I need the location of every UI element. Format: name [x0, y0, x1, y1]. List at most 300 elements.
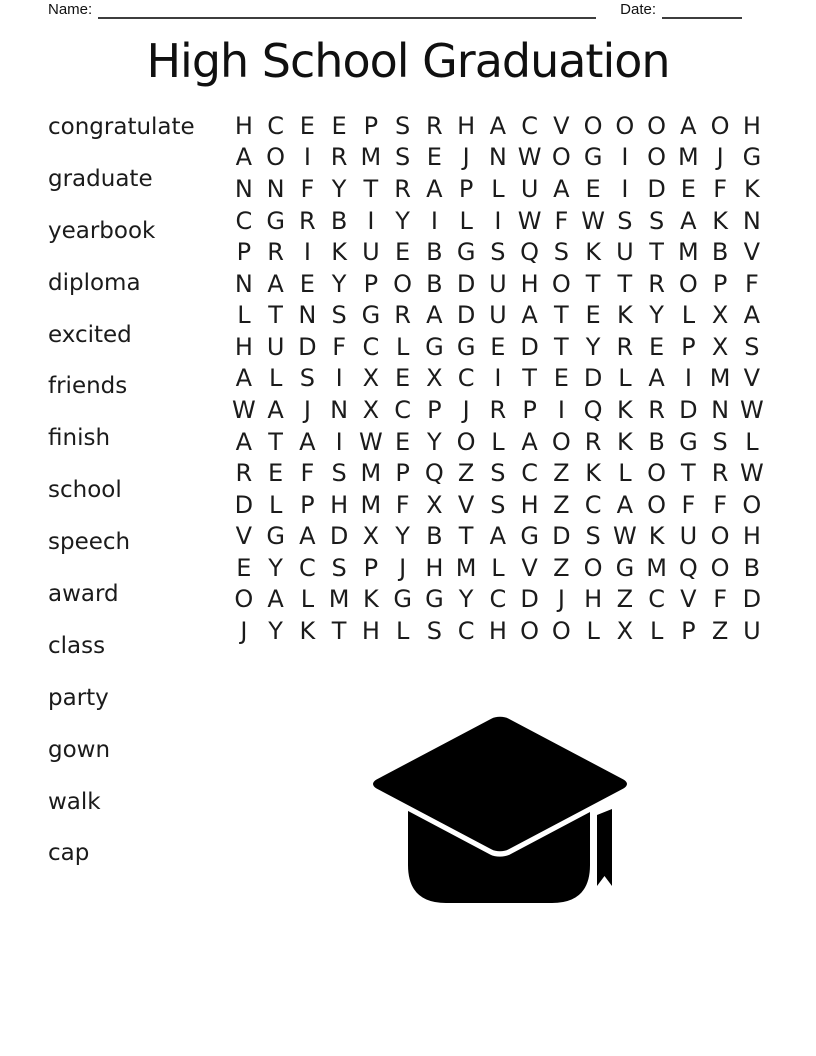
- grid-letter: L: [459, 206, 473, 235]
- grid-letter: A: [426, 301, 443, 330]
- grid-letter: Y: [331, 269, 347, 298]
- grid-letter: A: [680, 111, 697, 140]
- word-list-item: friends: [48, 373, 128, 400]
- grid-letter: S: [490, 490, 506, 519]
- grid-letter: E: [395, 427, 411, 456]
- grid-letter: H: [584, 585, 603, 614]
- grid-letter: I: [621, 143, 629, 172]
- grid-letter: T: [268, 427, 283, 456]
- name-label: Name:: [48, 1, 93, 18]
- grid-letter: X: [711, 301, 729, 330]
- grid-letter: H: [520, 490, 539, 519]
- name-date-bar: [48, 1, 742, 19]
- grid-letter: Y: [458, 585, 474, 614]
- grid-letter: L: [395, 617, 410, 646]
- grid-letter: L: [618, 364, 632, 393]
- grid-letter: C: [394, 395, 411, 424]
- word-list-item: award: [48, 580, 119, 607]
- grid-letter: A: [299, 427, 316, 456]
- grid-letter: E: [268, 459, 284, 488]
- grid-letter: G: [266, 522, 285, 551]
- grid-letter: W: [517, 206, 542, 235]
- grid-letter: Z: [553, 459, 570, 488]
- grid-letter: L: [268, 364, 283, 393]
- grid-letter: M: [360, 143, 382, 172]
- word-list-item: excited: [48, 321, 132, 348]
- grid-letter: P: [681, 617, 696, 646]
- grid-letter: K: [363, 585, 379, 614]
- grid-letter: A: [235, 427, 253, 456]
- grid-letter: L: [491, 553, 505, 582]
- grid-letter: O: [647, 459, 667, 488]
- grid-letter: M: [678, 143, 699, 172]
- grid-letter: P: [522, 395, 537, 424]
- grid-letter: Y: [268, 553, 283, 582]
- word-list-item: gown: [48, 736, 111, 763]
- grid-letter: T: [331, 617, 347, 646]
- grid-letter: O: [551, 269, 571, 298]
- grid-letter: J: [240, 617, 248, 646]
- grid-letter: E: [585, 174, 601, 203]
- grid-letter: I: [494, 364, 502, 393]
- grid-letter: V: [235, 522, 253, 551]
- grid-letter: G: [456, 238, 476, 267]
- grid-letter: J: [462, 395, 470, 424]
- grid-letter: E: [299, 269, 315, 298]
- grid-letter: P: [681, 332, 696, 361]
- grid-letter: G: [361, 301, 381, 330]
- grid-letter: M: [678, 238, 699, 267]
- grid-letter: U: [616, 238, 634, 267]
- grid-letter: P: [236, 238, 252, 267]
- grid-letter: Y: [331, 174, 347, 203]
- grid-letter: G: [679, 427, 698, 456]
- grid-letter: W: [740, 459, 764, 488]
- grid-letter: X: [616, 617, 634, 646]
- grid-letter: X: [362, 364, 380, 393]
- grid-letter: T: [458, 522, 474, 551]
- grid-letter: U: [489, 301, 507, 330]
- grid-letter: L: [300, 585, 315, 614]
- grid-letter: R: [648, 269, 665, 298]
- grid-letter: K: [712, 206, 728, 235]
- grid-letter: S: [331, 459, 347, 488]
- grid-letter: Z: [711, 617, 729, 646]
- grid-letter: L: [268, 490, 283, 519]
- grid-letter: K: [617, 395, 633, 424]
- grid-letter: S: [299, 364, 315, 393]
- grid-letter: E: [395, 364, 411, 393]
- grid-letter: R: [711, 459, 729, 488]
- grid-letter: O: [551, 617, 571, 646]
- grid-letter: D: [583, 364, 603, 393]
- grid-letter: R: [394, 174, 411, 203]
- grid-letter: Y: [268, 617, 283, 646]
- grid-letter: F: [395, 490, 410, 519]
- grid-letter: L: [745, 427, 759, 456]
- grid-letter: C: [235, 206, 253, 235]
- grid-letter: G: [456, 332, 476, 361]
- grid-letter: N: [234, 174, 253, 203]
- grid-letter: F: [713, 585, 728, 614]
- grid-letter: A: [616, 490, 634, 519]
- word-list: [48, 101, 195, 879]
- grid-letter: Z: [553, 490, 570, 519]
- grid-letter: R: [394, 301, 411, 330]
- grid-letter: F: [744, 269, 759, 298]
- grid-letter: O: [551, 427, 571, 456]
- grid-letter: V: [457, 490, 475, 519]
- grid-letter: T: [617, 269, 633, 298]
- grid-letter: A: [521, 301, 538, 330]
- grid-letter: S: [649, 206, 665, 235]
- grid-letter: Z: [457, 459, 475, 488]
- grid-letter: R: [235, 459, 253, 488]
- grid-letter: D: [329, 522, 349, 551]
- grid-letter: I: [303, 143, 311, 172]
- grid-letter: B: [743, 553, 761, 582]
- grid-letter: K: [648, 522, 665, 551]
- date-label: Date:: [620, 1, 656, 18]
- grid-letter: X: [426, 490, 443, 519]
- grid-letter: L: [618, 459, 632, 488]
- grid-letter: O: [742, 490, 762, 519]
- grid-letter: O: [710, 111, 730, 140]
- grid-letter: Y: [585, 332, 601, 361]
- word-list-item: graduate: [48, 165, 153, 192]
- grid-letter: I: [335, 364, 343, 393]
- grid-letter: D: [234, 490, 254, 519]
- grid-letter: T: [554, 301, 569, 330]
- grid-letter: M: [328, 585, 350, 614]
- grid-letter: O: [266, 143, 286, 172]
- grid-letter: W: [581, 206, 605, 235]
- grid-letter: I: [494, 206, 502, 235]
- grid-letter: H: [330, 490, 349, 519]
- grid-letter: H: [488, 617, 507, 646]
- grid-letter: T: [268, 301, 283, 330]
- grid-letter: L: [237, 301, 251, 330]
- grid-letter: E: [395, 238, 411, 267]
- grid-letter: A: [553, 174, 570, 203]
- grid-letter: W: [517, 143, 542, 172]
- grid-letter: U: [679, 522, 698, 551]
- grid-letter: R: [426, 111, 443, 140]
- word-list-item: finish: [48, 425, 111, 452]
- grid-letter: A: [299, 522, 316, 551]
- grid-letter: S: [490, 238, 506, 267]
- grid-letter: H: [234, 332, 253, 361]
- grid-letter: E: [236, 553, 252, 582]
- grid-letter: V: [743, 364, 761, 393]
- grid-letter: C: [457, 617, 475, 646]
- grid-letter: C: [521, 111, 538, 140]
- grid-letter: Y: [395, 206, 410, 235]
- grid-letter: M: [360, 459, 382, 488]
- grid-letter: U: [489, 269, 507, 298]
- grid-letter: S: [585, 522, 601, 551]
- grid-letter: T: [681, 459, 696, 488]
- grid-letter: A: [235, 143, 253, 172]
- grid-letter: K: [585, 238, 601, 267]
- grid-letter: W: [359, 427, 383, 456]
- word-list-item: yearbook: [48, 217, 156, 244]
- grid-letter: O: [583, 553, 603, 582]
- grid-letter: R: [584, 427, 602, 456]
- grid-letter: R: [299, 206, 316, 235]
- grid-letter: L: [491, 427, 505, 456]
- grid-letter: H: [457, 111, 476, 140]
- grid-letter: E: [426, 143, 442, 172]
- grid-letter: B: [648, 427, 665, 456]
- grid-letter: E: [299, 111, 315, 140]
- grid-letter: X: [711, 332, 729, 361]
- grid-letter: I: [557, 395, 565, 424]
- grid-letter: N: [266, 174, 285, 203]
- grid-letter: O: [456, 427, 476, 456]
- cap-board-shape: [368, 714, 632, 854]
- grid-letter: O: [551, 143, 571, 172]
- grid-letter: J: [462, 143, 470, 172]
- grid-letter: U: [520, 174, 539, 203]
- grid-letter: O: [583, 111, 603, 140]
- grid-letter: H: [234, 111, 253, 140]
- grid-letter: G: [425, 585, 444, 614]
- word-list-item: congratulate: [48, 113, 195, 140]
- grid-letter: O: [393, 269, 413, 298]
- grid-letter: D: [298, 332, 317, 361]
- grid-letter: C: [267, 111, 284, 140]
- grid-letter: E: [553, 364, 569, 393]
- grid-letter: J: [399, 553, 407, 582]
- grid-letter: U: [266, 332, 285, 361]
- grid-letter: O: [520, 617, 540, 646]
- grid-letter: L: [649, 617, 664, 646]
- grid-letter: F: [713, 174, 728, 203]
- grid-letter: S: [617, 206, 633, 235]
- grid-letter: P: [395, 459, 410, 488]
- grid-letter: D: [520, 585, 539, 614]
- grid-letter: A: [489, 522, 507, 551]
- grid-letter: I: [684, 364, 692, 393]
- grid-letter: C: [457, 364, 475, 393]
- grid-letter: S: [712, 427, 728, 456]
- grid-letter: C: [584, 490, 602, 519]
- grid-letter: N: [298, 301, 317, 330]
- grid-letter: B: [426, 522, 443, 551]
- grid-letter: O: [615, 111, 635, 140]
- grid-letter: H: [520, 269, 539, 298]
- grid-letter: E: [680, 174, 696, 203]
- grid-letter: R: [489, 395, 507, 424]
- grid-letter: S: [744, 332, 760, 361]
- grid-letter: D: [456, 269, 476, 298]
- cap-tassel-shape: [597, 809, 612, 886]
- grid-letter: A: [521, 427, 538, 456]
- grid-letter: J: [716, 143, 724, 172]
- grid-letter: N: [711, 395, 730, 424]
- grid-letter: V: [521, 553, 538, 582]
- grid-letter: X: [362, 395, 380, 424]
- grid-letter: A: [489, 111, 507, 140]
- grid-letter: T: [363, 174, 379, 203]
- grid-letter: X: [426, 364, 443, 393]
- grid-letter: Y: [395, 522, 410, 551]
- grid-letter: S: [426, 617, 442, 646]
- word-list-item: school: [48, 477, 122, 504]
- grid-letter: W: [740, 395, 764, 424]
- grid-letter: C: [521, 459, 538, 488]
- grid-letter: A: [426, 174, 443, 203]
- grid-letter: J: [557, 585, 565, 614]
- grid-letter: B: [330, 206, 348, 235]
- grid-letter: E: [490, 332, 506, 361]
- grid-letter: C: [362, 332, 380, 361]
- grid-letter: W: [232, 395, 256, 424]
- grid-letter: H: [425, 553, 444, 582]
- grid-letter: Y: [427, 427, 442, 456]
- grid-letter: D: [742, 585, 762, 614]
- grid-letter: N: [330, 395, 349, 424]
- grid-letter: V: [743, 238, 761, 267]
- grid-letter: U: [362, 238, 380, 267]
- grid-letter: G: [425, 332, 444, 361]
- grid-letter: L: [681, 301, 696, 330]
- grid-letter: A: [743, 301, 761, 330]
- grid-letter: F: [681, 490, 696, 519]
- grid-letter: T: [522, 364, 537, 393]
- word-list-item: diploma: [48, 269, 141, 296]
- grid-letter: G: [583, 143, 603, 172]
- grid-letter: A: [680, 206, 697, 235]
- grid-letter: O: [234, 585, 254, 614]
- grid-letter: G: [393, 585, 412, 614]
- grid-letter: T: [554, 332, 569, 361]
- grid-letter: R: [648, 395, 665, 424]
- grid-letter: Z: [553, 553, 570, 582]
- grid-letter: P: [363, 553, 379, 582]
- grid-letter: O: [710, 553, 730, 582]
- grid-letter: O: [647, 111, 667, 140]
- grid-letter: E: [649, 332, 665, 361]
- grid-letter: K: [617, 427, 633, 456]
- name-fill-line[interactable]: [98, 2, 596, 19]
- grid-letter: Q: [520, 238, 540, 267]
- grid-letter: N: [488, 143, 507, 172]
- grid-letter: A: [648, 364, 665, 393]
- grid-letter: M: [646, 553, 667, 582]
- grid-letter: B: [426, 238, 443, 267]
- grid-letter: P: [363, 111, 379, 140]
- grid-letter: R: [330, 143, 348, 172]
- grid-letter: W: [613, 522, 637, 551]
- word-list-item: class: [48, 632, 106, 659]
- grid-letter: E: [331, 111, 347, 140]
- grid-letter: F: [300, 174, 315, 203]
- word-list-item: walk: [48, 788, 101, 815]
- grid-letter: I: [335, 427, 343, 456]
- grid-letter: Q: [583, 395, 603, 424]
- word-list-item: cap: [48, 840, 90, 867]
- grid-letter: O: [710, 522, 730, 551]
- grid-letter: K: [585, 459, 601, 488]
- grid-letter: O: [647, 490, 667, 519]
- grid-letter: P: [712, 269, 728, 298]
- grid-letter: M: [709, 364, 731, 393]
- grid-letter: X: [362, 522, 380, 551]
- grid-letter: S: [331, 553, 347, 582]
- grid-letter: R: [267, 238, 284, 267]
- grid-letter: K: [617, 301, 633, 330]
- grid-letter: L: [586, 617, 600, 646]
- grid-letter: S: [553, 238, 569, 267]
- grid-letter: Z: [616, 585, 634, 614]
- grid-letter: E: [585, 301, 601, 330]
- grid-letter: F: [332, 332, 347, 361]
- grid-letter: S: [490, 459, 506, 488]
- graduation-cap-icon: [368, 708, 632, 908]
- grid-letter: G: [615, 553, 635, 582]
- grid-letter: A: [267, 269, 284, 298]
- grid-letter: O: [678, 269, 698, 298]
- grid-letter: M: [455, 553, 477, 582]
- grid-letter: D: [520, 332, 539, 361]
- grid-letter: R: [616, 332, 634, 361]
- grid-letter: Q: [424, 459, 444, 488]
- grid-letter: P: [427, 395, 442, 424]
- grid-letter: K: [744, 174, 760, 203]
- grid-letter: I: [367, 206, 375, 235]
- grid-letter: J: [303, 395, 311, 424]
- grid-letter: G: [742, 143, 762, 172]
- grid-letter: C: [648, 585, 665, 614]
- grid-letter: H: [742, 522, 761, 551]
- grid-letter: F: [300, 459, 315, 488]
- grid-letter: P: [363, 269, 379, 298]
- grid-letter: L: [491, 174, 505, 203]
- grid-letter: Q: [678, 553, 698, 582]
- grid-letter: B: [711, 238, 729, 267]
- grid-letter: I: [430, 206, 438, 235]
- grid-letter: T: [585, 269, 601, 298]
- grid-letter: H: [742, 111, 761, 140]
- grid-letter: N: [234, 269, 253, 298]
- letter-grid: [228, 110, 768, 647]
- grid-letter: B: [426, 269, 443, 298]
- grid-letter: C: [298, 553, 316, 582]
- grid-letter: I: [621, 174, 629, 203]
- grid-letter: P: [300, 490, 315, 519]
- grid-letter: D: [552, 522, 571, 551]
- page-title: High School Graduation: [146, 34, 670, 88]
- grid-letter: C: [489, 585, 507, 614]
- grid-letter: G: [520, 522, 539, 551]
- grid-letter: S: [395, 143, 411, 172]
- grid-letter: O: [647, 143, 667, 172]
- grid-letter: P: [458, 174, 474, 203]
- grid-letter: M: [360, 490, 382, 519]
- grid-letter: U: [743, 617, 761, 646]
- grid-letter: F: [713, 490, 728, 519]
- grid-letter: V: [553, 111, 570, 140]
- grid-letter: G: [266, 206, 285, 235]
- grid-letter: Y: [649, 301, 664, 330]
- grid-letter: F: [554, 206, 569, 235]
- grid-letter: S: [395, 111, 411, 140]
- grid-letter: D: [647, 174, 666, 203]
- word-list-item: party: [48, 684, 109, 711]
- date-fill-line[interactable]: [662, 2, 742, 19]
